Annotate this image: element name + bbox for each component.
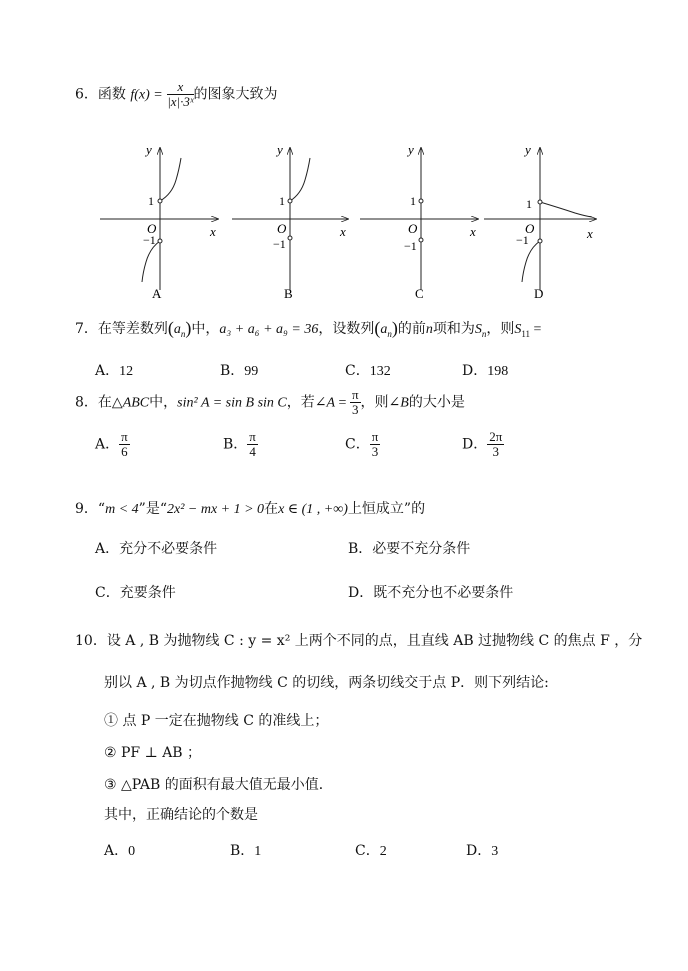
q8-option-a-den: 6: [121, 444, 128, 459]
q10-option-b-key: B．: [230, 843, 255, 859]
graph-b-open-dot-top: [288, 199, 292, 203]
q9-option-c-val: 充要条件: [119, 585, 176, 601]
q9-option-b-val: 必要不充分条件: [372, 541, 471, 557]
graph-c-open-dot-top: [419, 199, 423, 203]
q8-option-d: [462, 430, 504, 459]
q6-number: 6．: [75, 86, 98, 103]
q7-stem: [75, 318, 541, 339]
q6-frac-den: |x|·3ˣ: [167, 94, 194, 109]
graph-a-upper-curve: [160, 158, 181, 201]
q7-text-4: 的前: [397, 321, 426, 337]
graph-a-y-label: y: [146, 142, 152, 157]
q8-text-3: ，若∠: [286, 394, 327, 411]
q7-seq-2: a: [380, 322, 388, 337]
graph-a-lower-curve: [142, 241, 160, 282]
q10-option-c-val: 2: [379, 844, 387, 859]
graph-b-x-label: x: [340, 224, 346, 239]
q7-text-6: ，则: [486, 321, 515, 337]
graph-d: [484, 142, 596, 301]
q10-item-2: ② PF ⊥ AB ；: [104, 745, 202, 761]
q7-text-5: 项和为: [432, 321, 475, 337]
q8-option-a-num: π: [121, 429, 128, 444]
q7-sn: S: [474, 322, 482, 337]
q8-option-c-key: C．: [345, 436, 370, 453]
q6-suffix: 的图象大致为: [193, 86, 278, 103]
q10-item-1: ① 点 P 一定在抛物线 C 的准线上；: [104, 713, 329, 729]
q10-option-b: [230, 840, 261, 860]
q8-option-a-key: A．: [95, 436, 120, 453]
q8-option-a: [95, 430, 130, 459]
q9-option-a-key: A．: [95, 541, 120, 557]
q8-option-b-den: 4: [249, 444, 256, 459]
graph-b-y-label: y: [277, 142, 283, 157]
q7-option-a-key: A．: [95, 363, 120, 379]
graph-a-letter: A: [152, 286, 162, 301]
graph-a-open-dot-bottom: [158, 239, 162, 243]
q8-stem: [75, 388, 465, 417]
graph-b-upper-curve: [290, 158, 310, 201]
q10-line-2: 别以 A , B 为切点作抛物线 C 的切线，两条切线交于点 P．则下列结论:: [104, 675, 549, 691]
q8-option-d-den: 3: [492, 444, 500, 459]
graph-a-origin: O: [147, 221, 157, 236]
q10-option-d-val: 3: [491, 844, 499, 859]
q7-option-d: [462, 360, 508, 380]
q9-stem: [75, 498, 425, 518]
q8-option-b: [223, 430, 258, 459]
q6-graphs: [0, 0, 688, 310]
q7-option-a: [95, 360, 133, 380]
q8-equation: sin² A = sin B sin C: [177, 395, 287, 411]
q8-text-4: ，则∠: [360, 394, 401, 411]
q7-text-7: =: [530, 322, 542, 337]
q9-option-d-key: D．: [348, 585, 374, 601]
q8-option-b-key: B．: [223, 436, 248, 453]
q8-text-1: 在△: [97, 394, 123, 411]
q10-option-a: [104, 840, 135, 860]
q8-option-b-num: π: [249, 429, 256, 444]
graph-c-open-dot-bottom: [419, 238, 423, 242]
graph-d-upper-curve: [540, 202, 592, 217]
q8-number: 8．: [75, 394, 98, 411]
q8-option-d-frac: [487, 430, 504, 459]
q10-number: 10．: [75, 633, 107, 649]
graph-d-lower-curve: [522, 241, 540, 282]
q8-equals: =: [335, 395, 350, 411]
q7-option-b: [220, 360, 258, 380]
q8-option-d-num: 2π: [489, 429, 503, 444]
graph-b-open-dot-bottom: [288, 236, 292, 240]
q7-text-2: 中，: [191, 321, 220, 337]
q8-angle-b: B: [400, 395, 409, 411]
q8-frac-num: π: [351, 387, 359, 402]
q7-number: 7．: [75, 321, 98, 337]
q10-text-1: 设 A , B 为抛物线 C : y = x² 上两个不同的点，且直线 AB 过抛物线 C 的焦点 F ，分: [106, 633, 643, 649]
q9-domain: x ∈ (1 , +∞): [278, 502, 348, 517]
graph-b-one: 1: [279, 194, 285, 208]
graph-c-one: 1: [410, 194, 416, 208]
q7-sn-sub: n: [481, 328, 487, 339]
q8-text-2: 中，: [149, 394, 178, 411]
q6-function: f(x) =: [130, 87, 163, 103]
q7-seq: a: [173, 322, 181, 337]
q8-option-c: [345, 430, 380, 459]
graph-b-origin: O: [277, 221, 287, 236]
q9-option-d: [348, 582, 513, 602]
paren-left-2: (: [374, 318, 381, 338]
q9-quote-1: “: [97, 501, 106, 517]
q9-option-c: [95, 582, 176, 602]
graph-a-open-dot-top: [158, 199, 162, 203]
graph-a-neg-one: −1: [143, 233, 156, 247]
q10-line-1: [75, 630, 642, 650]
q8-abc: ABC: [122, 395, 150, 411]
q9-option-c-key: C．: [95, 585, 120, 601]
graph-b-neg-one: −1: [273, 237, 286, 251]
q7-option-b-key: B．: [220, 363, 245, 379]
graph-c-origin: O: [408, 221, 418, 236]
q8-option-c-den: 3: [371, 444, 379, 459]
graph-b: [232, 142, 348, 301]
q9-option-a-val: 充分不必要条件: [119, 541, 218, 557]
q7-seq-sub: n: [180, 328, 186, 339]
graph-c-neg-one: −1: [404, 239, 417, 253]
q7-equation: a₃ + a₆ + a₉ = 36: [219, 322, 319, 337]
q8-option-a-frac: [119, 430, 130, 459]
q7-option-d-key: D．: [462, 363, 488, 379]
q7-option-c-val: 132: [369, 364, 391, 379]
q10-ask: 其中，正确结论的个数是: [104, 807, 258, 823]
q9-option-b: [348, 538, 470, 558]
q7-option-b-val: 99: [244, 364, 259, 379]
q7-option-a-val: 12: [119, 364, 134, 379]
q9-option-d-val: 既不充分也不必要条件: [373, 585, 514, 601]
q10-option-c-key: C．: [355, 843, 380, 859]
q10-item-3: ③ △PAB 的面积有最大值无最小值．: [104, 777, 333, 793]
q7-seq-sub-2: n: [387, 328, 392, 339]
q10-option-d-key: D．: [466, 843, 492, 859]
graph-b-letter: B: [284, 286, 293, 301]
q7-option-d-val: 198: [487, 364, 509, 379]
graph-d-open-dot-top: [538, 200, 542, 204]
q9-text-2: 上恒成立”的: [347, 501, 426, 517]
paren-right-2: ): [391, 318, 398, 338]
graph-a: [100, 142, 218, 301]
graph-a-x-label: x: [210, 224, 216, 239]
q8-option-d-key: D．: [462, 436, 488, 453]
graph-d-neg-one: −1: [516, 233, 529, 247]
q10-option-b-val: 1: [254, 844, 262, 859]
q10-option-c: [355, 840, 387, 860]
q8-fraction: [350, 388, 361, 417]
q9-option-a: [95, 538, 217, 558]
q8-text-5: 的大小是: [408, 394, 465, 411]
q8-option-c-frac: [370, 430, 381, 459]
q8-option-b-frac: [247, 430, 258, 459]
q9-inequality: 2x² − mx + 1 > 0: [166, 502, 265, 517]
q7-text-3: ，设数列: [318, 321, 375, 337]
q7-n: n: [425, 322, 433, 337]
q9-option-b-key: B．: [348, 541, 373, 557]
graph-c-letter: C: [415, 286, 424, 301]
q9-number: 9．: [75, 501, 98, 517]
q10-option-a-key: A．: [104, 843, 129, 859]
q8-option-c-num: π: [371, 429, 379, 444]
paren-left: (: [167, 318, 174, 338]
graph-d-y-label: y: [525, 142, 531, 157]
q9-condition: m < 4: [105, 502, 139, 517]
graph-c: [360, 142, 478, 301]
graph-d-open-dot-bottom: [538, 239, 542, 243]
graph-d-origin: O: [525, 221, 535, 236]
q6-prefix: 函数: [97, 86, 126, 103]
graph-d-letter: D: [534, 286, 544, 301]
paren-right: ): [185, 318, 192, 338]
q8-frac-den: 3: [351, 402, 359, 417]
q9-text-1: 在: [264, 501, 279, 517]
q8-angle-a: A: [326, 395, 336, 411]
graph-d-one: 1: [526, 197, 532, 211]
graph-a-one: 1: [148, 194, 154, 208]
graph-d-x-label: x: [587, 226, 593, 241]
q7-s11-sub: 11: [521, 328, 531, 339]
graph-c-y-label: y: [408, 142, 414, 157]
q6-frac-num: x: [167, 80, 193, 95]
graph-c-x-label: x: [470, 224, 476, 239]
q7-option-c-key: C．: [345, 363, 370, 379]
q7-text-1: 在等差数列: [97, 321, 168, 337]
q9-quote-2: ”是“: [138, 501, 167, 517]
q10-option-d: [466, 840, 498, 860]
q7-s11: S: [514, 322, 522, 337]
q10-option-a-val: 0: [128, 844, 136, 859]
q7-option-c: [345, 360, 391, 380]
